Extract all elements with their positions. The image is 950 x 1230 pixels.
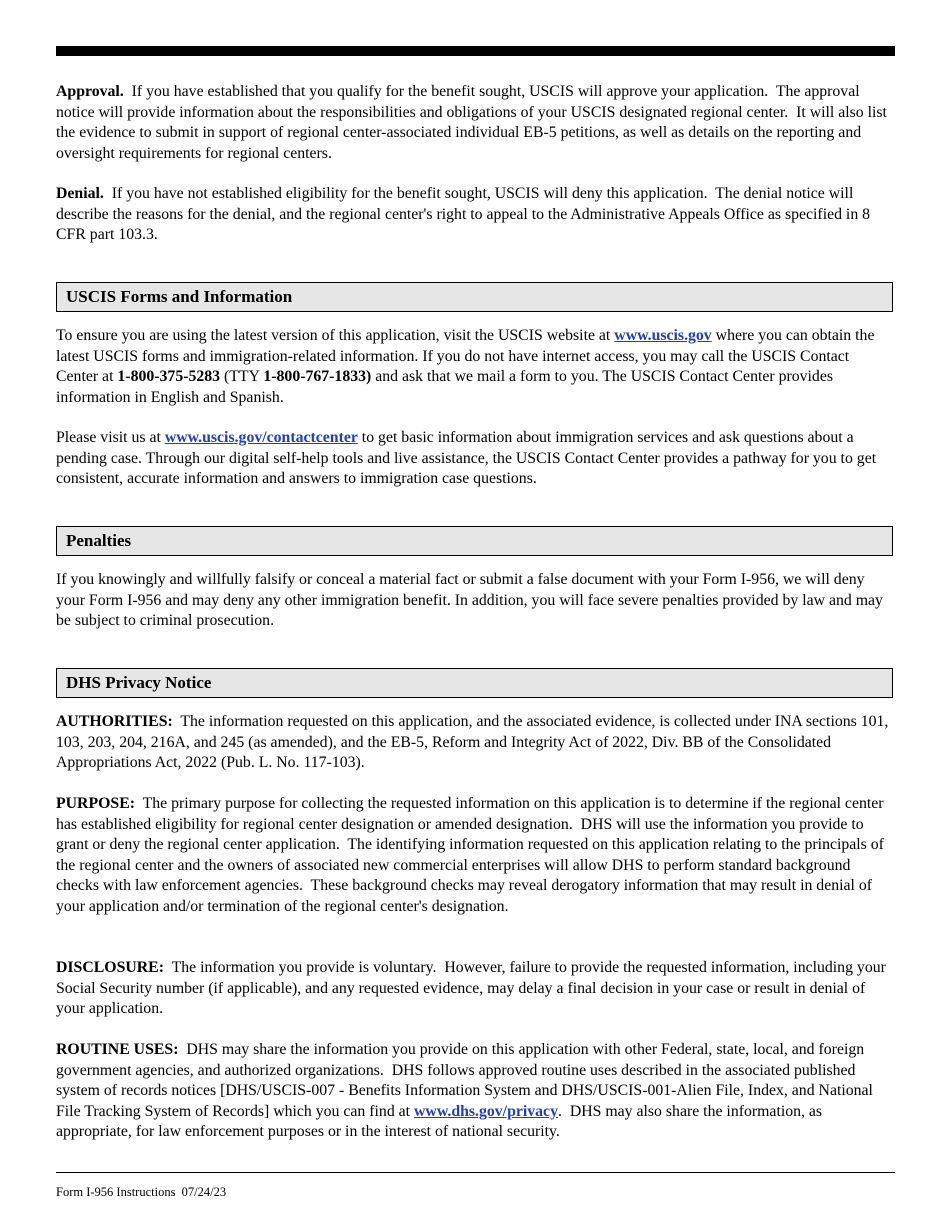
dhs-privacy-link[interactable]: www.dhs.gov/privacy	[414, 1102, 558, 1120]
penalties-paragraph	[56, 570, 895, 632]
forms-info-paragraph-1	[56, 326, 895, 408]
denial-paragraph	[56, 184, 895, 246]
forms-info-p1-a: To ensure you are using the latest version of this application, visit the USCIS website at	[56, 327, 615, 344]
routine-uses-paragraph	[56, 1040, 895, 1143]
routine-uses-lead: ROUTINE USES:	[56, 1041, 179, 1058]
penalties-text: If you knowingly and willfully falsify or conceal a material fact or submit a false document with your Form I-956, we will deny your Form I-956 and may deny any other immigration benefit. In addition, you will face severe penalties provided by law and may be subject to criminal prosecution.	[56, 571, 883, 629]
approval-text: If you have established that you qualify for the benefit sought, USCIS will approve your application. The approval notice will provide information about the responsibilities and obligations of your USCIS designated regional center. It will also list the evidence to submit in support of regional center-associated individual EB-5 petitions, as well as details on the reporting and oversight requirements for regional centers.	[56, 83, 891, 162]
disclosure-lead: DISCLOSURE:	[56, 959, 164, 976]
routine-uses-text-a: DHS may share the information you provide on this application with other Federal, state, local, and foreign government agencies, and authorized organizations. DHS follows approved routine uses described in the associated published system of records notices [DHS/USCIS-007 - Benefits Information System and DHS/USCIS-001-Alien File, Index, and National File Tracking System of Records] which you can find at	[56, 1041, 877, 1120]
authorities-lead: AUTHORITIES:	[56, 713, 173, 730]
forms-info-heading: USCIS Forms and Information	[66, 287, 293, 306]
forms-info-paragraph-2	[56, 428, 895, 490]
forms-info-p1-c: (TTY	[220, 368, 264, 385]
penalties-header	[56, 526, 893, 556]
forms-info-p2-a: Please visit us at	[56, 429, 165, 446]
bottom-rule	[56, 1172, 895, 1173]
page-footer	[56, 1184, 226, 1200]
denial-lead: Denial.	[56, 185, 104, 202]
forms-info-header	[56, 282, 893, 312]
disclosure-text: The information you provide is voluntary. However, failure to provide the requested information, including your Social Security number (if applicable), and any requested evidence, may delay a final decision in your case or result in denial of your application.	[56, 959, 890, 1017]
purpose-text: The primary purpose for collecting the requested information on this application is to determine if the regional center has established eligibility for regional center designation or amended designation. DHS will use the information you provide to grant or deny the regional center application. The identifying information requested on this application relating to the principals of the regional center and the owners of associated new commercial enterprises will allow DHS to perform standard background checks with law enforcement agencies. These background checks may reveal derogatory information that may result in denial of your application and/or termination of the regional center's designation.	[56, 795, 888, 915]
authorities-paragraph	[56, 712, 895, 774]
penalties-heading: Penalties	[66, 531, 132, 550]
purpose-paragraph	[56, 794, 895, 917]
privacy-heading: DHS Privacy Notice	[66, 673, 212, 692]
footer-text: Form I-956 Instructions 07/24/23	[56, 1185, 227, 1199]
top-rule	[56, 46, 895, 56]
tty-phone: 1-800-767-1833)	[263, 368, 372, 385]
forms-info-p1-b: where you can obtain the latest USCIS forms and immigration-related information. If you do not have internet access, you may call the USCIS Contact Center at	[56, 327, 875, 385]
approval-lead: Approval.	[56, 83, 124, 100]
privacy-header	[56, 668, 893, 698]
routine-uses-text-b: . DHS may also share the information, as appropriate, for law enforcement purposes or in the interest of national security.	[56, 1102, 827, 1140]
purpose-lead: PURPOSE:	[56, 795, 135, 812]
denial-text: If you have not established eligibility for the benefit sought, USCIS will deny this application. The denial notice will describe the reasons for the denial, and the regional center's right to appeal to the Administrative Appeals Office as specified in 8 CFR part 103.3.	[56, 185, 875, 243]
disclosure-paragraph	[56, 958, 895, 1020]
approval-paragraph	[56, 82, 895, 164]
authorities-text: The information requested on this application, and the associated evidence, is collected under INA sections 101, 103, 203, 204, 216A, and 245 (as amended), and the EB-5, Reform and Integrity Act of 2022, Div. BB of the Consolidated Appropriations Act, 2022 (Pub. L. No. 117-103).	[56, 713, 893, 771]
forms-info-p1-d: and ask that we mail a form to you. The USCIS Contact Center provides information in English and Spanish.	[56, 368, 833, 406]
contact-center-phone: 1-800-375-5283	[117, 368, 221, 385]
forms-info-p2-b: to get basic information about immigration services and ask questions about a pending case. Through our digital self-help tools and live assistance, the USCIS Contact Center provides a pathway for you to get consistent, accurate information and answers to immigration case questions.	[56, 429, 877, 487]
uscis-website-link[interactable]: www.uscis.gov	[614, 327, 712, 344]
contact-center-link[interactable]: www.uscis.gov/contactcenter	[164, 429, 358, 446]
